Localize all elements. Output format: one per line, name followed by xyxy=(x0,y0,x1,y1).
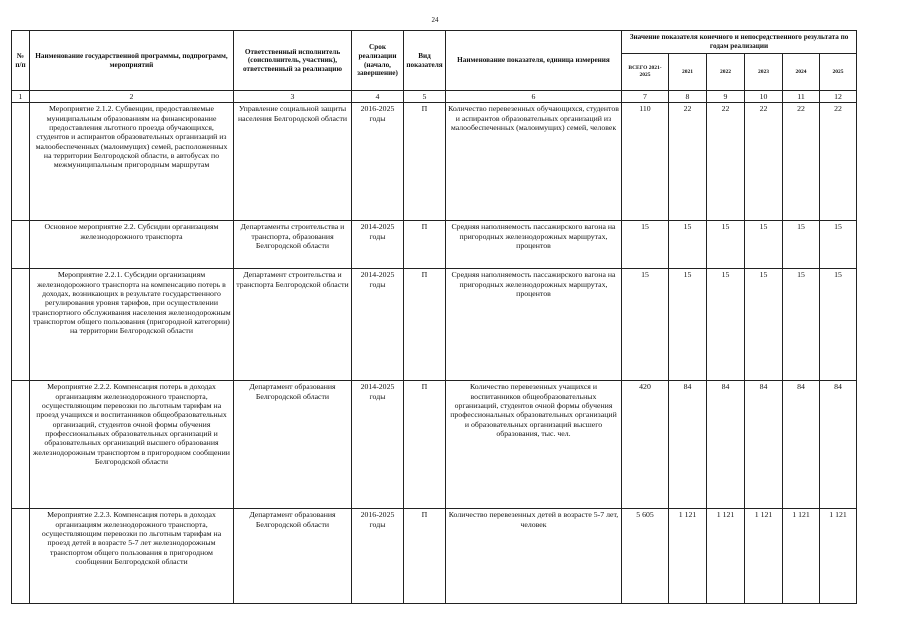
header-indicator: Наименование показателя, единица измерения xyxy=(446,31,622,91)
row-responsible: Департамент образования Белгородской области xyxy=(234,509,352,604)
row-value-2023: 15 xyxy=(745,221,783,269)
row-num xyxy=(12,509,30,604)
header-year-2022: 2022 xyxy=(707,54,745,91)
col-number: 1 xyxy=(12,91,30,103)
header-year-2021: 2021 xyxy=(669,54,707,91)
row-value-2021: 15 xyxy=(669,269,707,381)
col-number: 3 xyxy=(234,91,352,103)
col-number: 4 xyxy=(352,91,404,103)
row-type: П xyxy=(404,269,446,381)
col-number: 12 xyxy=(820,91,857,103)
header-year-2024: 2024 xyxy=(783,54,820,91)
row-value-2024: 22 xyxy=(783,103,820,221)
row-indicator: Средняя наполняемость пассажирского вагона на пригородных железнодорожных маршрутах, процентов xyxy=(446,221,622,269)
row-type: П xyxy=(404,221,446,269)
row-value-2025: 15 xyxy=(820,221,857,269)
row-period: 2016-2025 годы xyxy=(352,509,404,604)
header-type: Вид показателя xyxy=(404,31,446,91)
col-number: 11 xyxy=(783,91,820,103)
row-value-2023: 84 xyxy=(745,381,783,509)
col-number: 6 xyxy=(446,91,622,103)
row-num xyxy=(12,269,30,381)
row-value-2024: 1 121 xyxy=(783,509,820,604)
row-value-2022: 22 xyxy=(707,103,745,221)
row-value-2023: 22 xyxy=(745,103,783,221)
row-period: 2014-2025 годы xyxy=(352,381,404,509)
row-value-total: 5 605 xyxy=(622,509,669,604)
row-indicator: Количество перевезенных детей в возрасте 5-7 лет, человек xyxy=(446,509,622,604)
column-number-row xyxy=(12,91,857,103)
header-values: Значение показателя конечного и непосредственного результата по годам реализации xyxy=(622,31,857,54)
col-number: 8 xyxy=(669,91,707,103)
row-num xyxy=(12,381,30,509)
row-responsible: Департамент образования Белгородской области xyxy=(234,381,352,509)
row-value-2022: 84 xyxy=(707,381,745,509)
header-year-2023: 2023 xyxy=(745,54,783,91)
row-indicator: Средняя наполняемость пассажирского вагона на пригородных железнодорожных маршрутах, процентов xyxy=(446,269,622,381)
col-number: 5 xyxy=(404,91,446,103)
row-value-2025: 22 xyxy=(820,103,857,221)
program-indicators-table xyxy=(11,30,857,604)
row-value-2023: 1 121 xyxy=(745,509,783,604)
row-name: Мероприятие 2.2.2. Компенсация потерь в доходах организациям железнодорожного транспорта, осуществляющим перевозки по льготным тарифам на проезд учащихся и воспитанников общеобразовательных организаций, студентов очной формы обучения профессиональных образовательных организаций и образовательных организаций высшего образования железнодорожным транспортом в пригородном сообщении Белгородской области xyxy=(30,381,234,509)
col-number: 7 xyxy=(622,91,669,103)
row-value-2023: 15 xyxy=(745,269,783,381)
row-name: Мероприятие 2.1.2. Субвенции, предоставляемые муниципальным образованиям на финансирование предоставления льготного проезда обучающихся, студентов и аспирантов образовательных организаций из малообеспеченных (малоимущих) семей, расположенных на территории Белгородской области, в автобусах по межмуниципальным пригородным маршрутам xyxy=(30,103,234,221)
header-row xyxy=(12,31,857,54)
row-responsible: Департаменты строительства и транспорта, образования Белгородской области xyxy=(234,221,352,269)
table-row xyxy=(12,103,857,221)
row-type: П xyxy=(404,509,446,604)
header-responsible: Ответственный исполнитель (соисполнитель, участник), ответственный за реализацию xyxy=(234,31,352,91)
row-value-total: 420 xyxy=(622,381,669,509)
header-num: № п/п xyxy=(12,31,30,91)
row-name: Мероприятие 2.2.1. Субсидии организациям железнодорожного транспорта на компенсацию потерь в доходах, возникающих в результате государственного регулирования уровня тарифов, при осуществлении транспортного обслуживания населения железнодорожным транспортом общего пользования (пригородной категории) на территории Белгородской области xyxy=(30,269,234,381)
col-number: 9 xyxy=(707,91,745,103)
row-num xyxy=(12,221,30,269)
row-value-2025: 84 xyxy=(820,381,857,509)
row-period: 2014-2025 годы xyxy=(352,221,404,269)
table-row xyxy=(12,221,857,269)
header-name: Наименование государственной программы, подпрограмм, мероприятий xyxy=(30,31,234,91)
page-number: 24 xyxy=(431,16,439,24)
row-value-2024: 15 xyxy=(783,269,820,381)
table-row xyxy=(12,509,857,604)
row-value-2025: 1 121 xyxy=(820,509,857,604)
row-value-total: 110 xyxy=(622,103,669,221)
row-value-2022: 15 xyxy=(707,221,745,269)
row-responsible: Управление социальной защиты населения Белгородской области xyxy=(234,103,352,221)
row-value-2021: 84 xyxy=(669,381,707,509)
row-value-2022: 1 121 xyxy=(707,509,745,604)
row-value-2021: 15 xyxy=(669,221,707,269)
row-indicator: Количество перевезенных учащихся и воспитанников общеобразовательных организаций, студентов очной формы обучения профессиональных образовательных организаций и образовательных организаций высшего образования, тыс. чел. xyxy=(446,381,622,509)
row-name: Мероприятие 2.2.3. Компенсация потерь в доходах организациям железнодорожного транспорта, осуществляющим перевозки по льготным тарифам на проезд детей в возрасте 5-7 лет железнодорожным транспортом общего пользования в пригородном сообщении Белгородской области xyxy=(30,509,234,604)
row-value-2022: 15 xyxy=(707,269,745,381)
row-period: 2014-2025 годы xyxy=(352,269,404,381)
row-value-2024: 84 xyxy=(783,381,820,509)
row-value-2025: 15 xyxy=(820,269,857,381)
row-num xyxy=(12,103,30,221)
table-row xyxy=(12,381,857,509)
row-responsible: Департамент строительства и транспорта Белгородской области xyxy=(234,269,352,381)
table-row xyxy=(12,269,857,381)
row-name: Основное мероприятие 2.2. Субсидии организациям железнодорожного транспорта xyxy=(30,221,234,269)
col-number: 2 xyxy=(30,91,234,103)
row-value-2024: 15 xyxy=(783,221,820,269)
row-value-total: 15 xyxy=(622,269,669,381)
row-value-2021: 1 121 xyxy=(669,509,707,604)
row-indicator: Количество перевезенных обучающихся, студентов и аспирантов образовательных организаций из малообеспеченных (малоимущих) семей, человек xyxy=(446,103,622,221)
row-value-2021: 22 xyxy=(669,103,707,221)
row-period: 2016-2025 годы xyxy=(352,103,404,221)
row-type: П xyxy=(404,381,446,509)
row-value-total: 15 xyxy=(622,221,669,269)
header-year-total: ВСЕГО 2021-2025 xyxy=(622,54,669,91)
row-type: П xyxy=(404,103,446,221)
header-period: Срок реализации (начало, завершение) xyxy=(352,31,404,91)
header-year-2025: 2025 xyxy=(820,54,857,91)
col-number: 10 xyxy=(745,91,783,103)
